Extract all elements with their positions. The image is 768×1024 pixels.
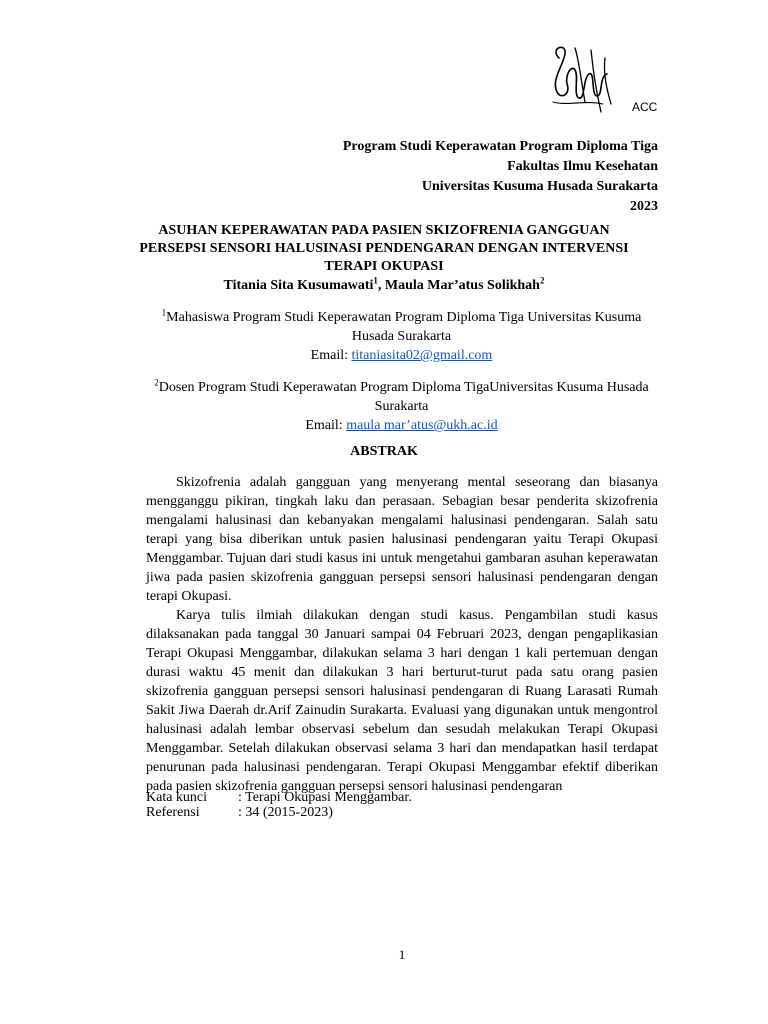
author-name: Titania Sita Kusumawati — [223, 278, 374, 293]
handwritten-signature — [545, 40, 615, 120]
institution-header — [343, 137, 658, 217]
page-number: 1 — [398, 947, 406, 962]
approval-mark: ACC — [632, 100, 658, 114]
references-row — [146, 805, 412, 820]
keywords-value: : Terapi Okupasi Menggambar. — [238, 790, 412, 805]
author-separator: , — [377, 278, 385, 293]
affiliation-text: Husada Surakarta — [351, 329, 452, 344]
institution-line: Fakultas Ilmu Kesehatan — [507, 159, 658, 174]
keywords-label: Kata kunci — [146, 790, 208, 805]
title-line: ASUHAN KEPERAWATAN PADA PASIEN SKIZOFRENIA GANGGUAN — [158, 223, 610, 238]
abstract-body — [146, 473, 658, 796]
institution-line: Program Studi Keperawatan Program Diploma Tiga — [342, 139, 658, 154]
author-affiliation-marker: 2 — [539, 275, 545, 286]
title-line: PERSEPSI SENSORI HALUSINASI PENDENGARAN DENGAN INTERVENSI — [139, 241, 629, 256]
author-name: Maula Mar’atus Solikhah — [384, 278, 540, 293]
email-label: Email: — [310, 348, 352, 363]
affiliation-marker: 2 — [154, 377, 159, 388]
keywords-table — [146, 790, 412, 820]
affiliation-marker: 1 — [161, 307, 167, 318]
affiliation-text: Dosen Program Studi Keperawatan Program Diploma TigaUniversitas Kusuma Husada — [158, 380, 649, 395]
affiliation-1 — [0, 308, 768, 365]
institution-line: Universitas Kusuma Husada Surakarta — [421, 179, 658, 194]
affiliation-2 — [0, 378, 768, 435]
keywords-row — [146, 790, 412, 805]
abstract-heading: ABSTRAK — [350, 444, 418, 459]
email-label: Email: — [305, 418, 347, 433]
abstract-paragraph: Skizofrenia adalah gangguan yang menyerang mental seseorang dan biasanya mengganggu pikiran, tingkah laku dan perasaan. Sebagian besar penderita skizofrenia mengalami halusinasi dan kebanyakan mengalami halusinasi pendengaran. Salah satu terapi yang bisa diberikan untuk pasien halusinasi pendengaran yaitu Terapi Okupasi Menggambar. Tujuan dari studi kasus ini untuk mengetahui gambaran asuhan keperawatan jiwa pada pasien skizofrenia gangguan persepsi sensori halusinasi pendengaran dengan terapi Okupasi. — [146, 475, 658, 604]
references-label: Referensi — [146, 805, 200, 820]
affiliation-text: Mahasiswa Program Studi Keperawatan Program Diploma Tiga Universitas Kusuma — [166, 310, 642, 325]
email-link[interactable]: maula mar’atus@ukh.ac.id — [346, 418, 498, 433]
affiliation-text: Surakarta — [374, 399, 429, 414]
abstract-paragraph: Karya tulis ilmiah dilakukan dengan studi kasus. Pengambilan studi kasus dilaksanakan pada tanggal 30 Januari sampai 04 Februari 2023, dengan pengaplikasian Terapi Okupasi Menggambar, dilakukan selama 3 hari dengan 1 kali pertemuan dengan durasi waktu 45 menit dan dilakukan 3 hari berturut-turut pada satu orang pasien skizofrenia gangguan persepsi sensori halusinasi pendengaran di Ruang Larasati Rumah Sakit Jiwa Daerah dr.Arif Zainudin Surakarta. Evaluasi yang digunakan untuk mengontrol halusinasi adalah lembar observasi sebelum dan sesudah melakukan Terapi Okupasi Menggambar. Setelah dilakukan observasi selama 3 hari dan mendapatkan hasil terdapat penurunan pada halusinasi pendengaran. Terapi Okupasi Menggambar efektif diberikan pada pasien skizofrenia gangguan persepsi sensori halusinasi pendengaran — [146, 608, 658, 794]
title-line: TERAPI OKUPASI — [324, 259, 444, 274]
email-link[interactable]: titaniasita02@gmail.com — [351, 348, 493, 363]
author-affiliation-marker: 1 — [373, 275, 378, 286]
author-list — [0, 277, 768, 295]
paper-title — [0, 222, 768, 295]
institution-year: 2023 — [630, 199, 658, 214]
references-value: : 34 (2015-2023) — [238, 805, 333, 820]
